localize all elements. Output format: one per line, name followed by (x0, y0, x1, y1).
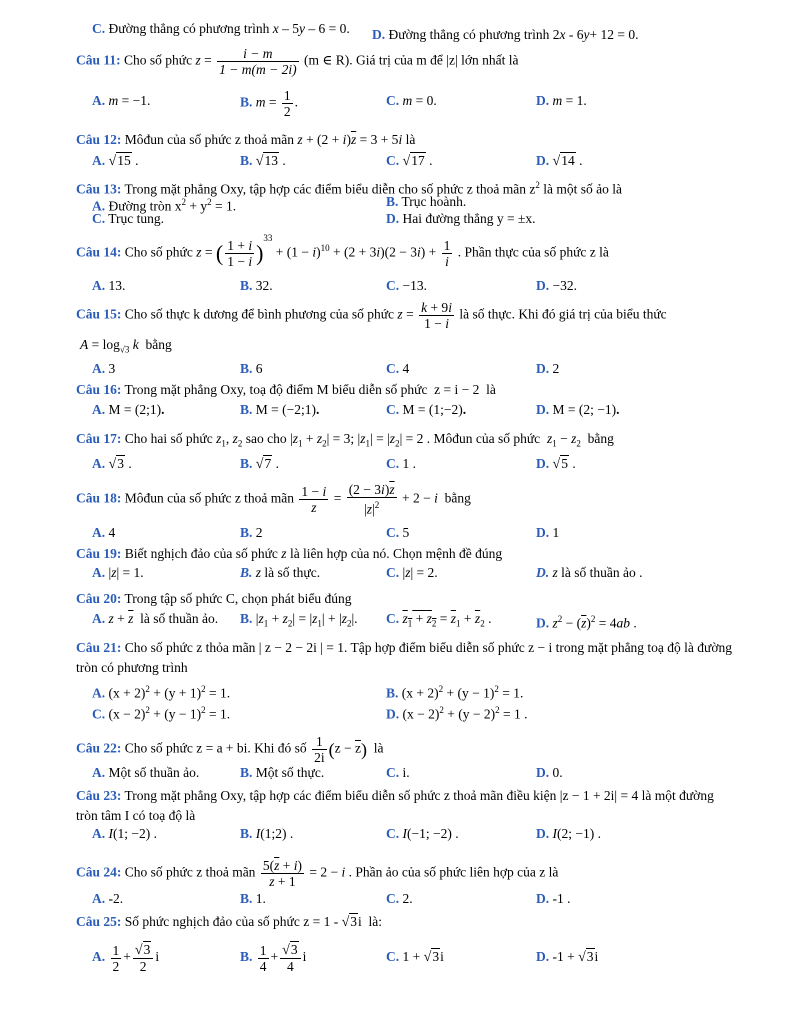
q18-options (76, 524, 736, 544)
q12-options (76, 152, 736, 172)
q23-option-c: C. I(−1; −2) . (386, 826, 459, 841)
q20-option-a: A. $z + \overline{z}$ là số thuần ảo. (92, 611, 219, 626)
q17-option-d: D. √5 . (536, 456, 576, 472)
q19-options (76, 564, 736, 584)
q13-option-b: B. Trục hoành. (386, 194, 467, 209)
q23-option-d: D. I(2; −1) . (536, 826, 601, 841)
q11-condition: (m ∈ R) (303, 52, 350, 68)
q13-option-a: A. Đường tròn $x^2 + y^2 = 1$. (92, 197, 237, 214)
q11-intro: Cho số phức (124, 52, 193, 68)
q22-options (76, 764, 736, 784)
q11-stem: Câu 11: Cho số phức z = $\frac{i - m}{1 - m(m - 2i)}$ (m ∈ R). Giá trị của m để |z| lớn nhất là (76, 46, 519, 77)
q13-options-row1 (76, 193, 736, 214)
q13-option-d: D. Hai đường thẳng y = ±x. (386, 211, 536, 226)
q21-options-row1 (76, 680, 736, 701)
q23-option-b: B. I(1;2) . (240, 826, 294, 841)
q11-option-c: C. m = 0. (386, 93, 437, 108)
q21-stem: Câu 21: Cho số phức z thỏa mãn | z − 2 − 2i | = 1. Tập hợp điểm biểu diễn số phức z − i trong mặt phẳng toạ độ là đường tròn có phương trình (76, 640, 733, 675)
q10-options (76, 20, 736, 40)
q16-option-b: B. M = (−2;1). (240, 402, 320, 417)
q20-stem: Câu 20: Trong tập số phức C, chọn phát biểu đúng (76, 591, 352, 606)
q11-option-a: A. m = −1. (92, 93, 151, 108)
q25-option-a: A. $\frac{1}{2}$ + $\frac{√3}{2}$ i (92, 942, 160, 974)
q10-option-d: D. Đường thẳng có phương trình 2x - 6y+ 12 = 0. (372, 27, 639, 42)
q17-options (76, 455, 736, 475)
q25-stem: Câu 25: Số phức nghịch đảo của số phức z = 1 - √3i là: (76, 914, 383, 930)
q21-option-b: B. $(x + 2)^2 + (y - 1)^2 = 1$. (386, 684, 524, 701)
q21-options-row2 (76, 701, 736, 722)
q12-option-d: D. √14 . (536, 153, 583, 169)
q16-options (76, 401, 736, 421)
q25-options (76, 942, 736, 974)
q14-option-d: D. −32. (536, 278, 577, 293)
q12-stem: Câu 12: Môđun của số phức z thoả mãn $z + (2 + i)\overline{z} = 3 + 5i$ là (76, 132, 416, 147)
q24-option-c: C. 2. (386, 891, 413, 906)
q24-stem: Câu 24: Cho số phức z thoả mãn $\frac{5(\overline{z} + i)}{z + 1}$ = 2 − i . Phần ảo của số phức liên hợp của z là (76, 858, 559, 889)
q14-option-a: A. 13. (92, 278, 126, 293)
q24-option-a: A. -2. (92, 891, 124, 906)
q16-option-c: C. M = (1;−2). (386, 402, 467, 417)
q15-option-a: A. 3 (92, 361, 116, 376)
q22-stem: Câu 22: Cho số phức z = a + bi. Khi đó số $\frac{1}{2i}$ $(z - \overline{z})$ là (76, 734, 384, 765)
q13-options-row2 (76, 210, 736, 226)
q15-option-d: D. 2 (536, 361, 560, 376)
q19-option-b: B. z là số thực. (240, 565, 321, 580)
q18-stem: Câu 18: Môđun của số phức z thoả mãn $\frac{1 - i}{z}$ = $\frac{(2 - 3i)\overline{z}}{|z|^2}$ + 2 − i bằng (76, 482, 471, 517)
q17-option-b: B. √7 . (240, 456, 279, 472)
q25-option-c: C. 1 + √3i (386, 949, 444, 965)
q12-option-b: B. √13 . (240, 153, 286, 169)
q24-options (76, 890, 736, 910)
q22-option-b: B. Một số thực. (240, 765, 325, 780)
q21-option-c: C. $(x - 2)^2 + (y - 1)^2 = 1$. (92, 705, 231, 722)
q13-stem: Câu 13: Trong mặt phẳng Oxy, tập hợp các điểm biểu diễn cho số phức z thoả mãn $z^2$ là một số ảo là (76, 180, 622, 197)
q19-option-d: D. z là số thuần ảo . (536, 565, 643, 580)
q19-option-a: A. |z| = 1. (92, 565, 144, 580)
q20-option-c: C. $z_1 + z_2 = \overline{z}_1 + \overline{z}_2$ . (386, 611, 492, 629)
q15-option-b: B. 6 (240, 361, 263, 376)
q13-option-c: C. Trục tung. (92, 211, 165, 226)
q15-stem: Câu 15: Cho số thực k dương để bình phương của số phức z = $\frac{k + 9i}{1 - i}$ là số thực. Khi đó giá trị của biểu thức (76, 300, 667, 331)
q24-option-d: D. -1 . (536, 891, 571, 906)
q14-stem: Câu 14: Cho số phức z = ( $\frac{1 + i}{1 - i}$ )$^{33} + (1 - i)^{10} + (2 + 3i)(2 - 3i)$ + $\frac{1}{i}$ . Phần thực của số phức z là (76, 233, 609, 269)
q25-option-d: D. -1 + √3i (536, 949, 599, 965)
q21-option-a: A. $(x + 2)^2 + (y + 1)^2 = 1$. (92, 684, 231, 701)
q19-stem: Câu 19: Biết nghịch đảo của số phức z là liên hợp của nó. Chọn mệnh đề đúng (76, 546, 503, 561)
q20-option-b: B. $|z_1 + z_2| = |z_1| + |z_2|$. (240, 611, 358, 629)
q22-option-c: C. i. (386, 765, 410, 780)
q11-outro: . Giá trị của m để |z| lớn nhất là (349, 52, 519, 68)
q18-option-b: B. 2 (240, 525, 263, 540)
q14-option-c: C. −13. (386, 278, 427, 293)
q17-option-c: C. 1 . (386, 456, 416, 471)
q15-stem-line2: $A = \log_{√3} k$ bằng (80, 337, 172, 355)
q18-option-d: D. 1 (536, 525, 560, 540)
q19-option-c: C. |z| = 2. (386, 565, 438, 580)
q12-option-a: A. √15 . (92, 153, 139, 169)
q16-stem: Câu 16: Trong mặt phẳng Oxy, toạ độ điểm M biểu diễn số phức z = i − 2 là (76, 382, 496, 397)
q11-option-d: D. m = 1. (536, 93, 587, 108)
q16-option-a: A. M = (2;1). (92, 402, 165, 417)
q15-options (76, 360, 736, 380)
q14-options (76, 277, 736, 297)
q10-option-c: C. Đường thẳng có phương trình x – 5y – 6 = 0. (92, 21, 350, 36)
q17-option-a: A. √3 . (92, 456, 132, 472)
q11-label: Câu 11: (76, 52, 121, 68)
q22-option-a: A. Một số thuần ảo. (92, 765, 200, 780)
q15-option-c: C. 4 (386, 361, 410, 376)
q25-option-b: B. $\frac{1}{4}$ + $\frac{√3}{4}$ i (240, 942, 307, 974)
q14-option-b: B. 32. (240, 278, 273, 293)
q20-options (76, 610, 736, 630)
q11-fraction: $\frac{i - m}{1 - m(m - 2i)}$ (219, 46, 297, 77)
q21-option-d: D. $(x - 2)^2 + (y - 2)^2 = 1$ . (386, 705, 528, 722)
q23-stem: Câu 23: Trong mặt phẳng Oxy, tập hợp các điểm biểu diễn số phức z thoả mãn điều kiện |z − 1 + 2i| = 4 là một đường tròn tâm I có toạ độ là (76, 788, 714, 823)
q11-options (76, 88, 736, 119)
q11-option-b: B. m = $\frac{1}{2}$ . (240, 88, 299, 119)
q24-option-b: B. 1. (240, 891, 266, 906)
q20-option-d: D. $z^2 - (\overline{z})^2 = 4ab$ . (536, 614, 637, 631)
q17-stem: Câu 17: Cho hai số phức $z_1$, $z_2$ sao cho $|z_1 + z_2| = 3$; $|z_1| = |z_2| = 2$ . Môđun của số phức $z_1 - z_2$ bằng (76, 431, 614, 449)
q22-option-d: D. 0. (536, 765, 563, 780)
q18-option-c: C. 5 (386, 525, 410, 540)
q12-option-c: C. √17 . (386, 153, 433, 169)
q16-option-d: D. M = (2; −1). (536, 402, 620, 417)
q18-option-a: A. 4 (92, 525, 116, 540)
q23-options (76, 825, 736, 845)
q23-option-a: A. I(1; −2) . (92, 826, 157, 841)
